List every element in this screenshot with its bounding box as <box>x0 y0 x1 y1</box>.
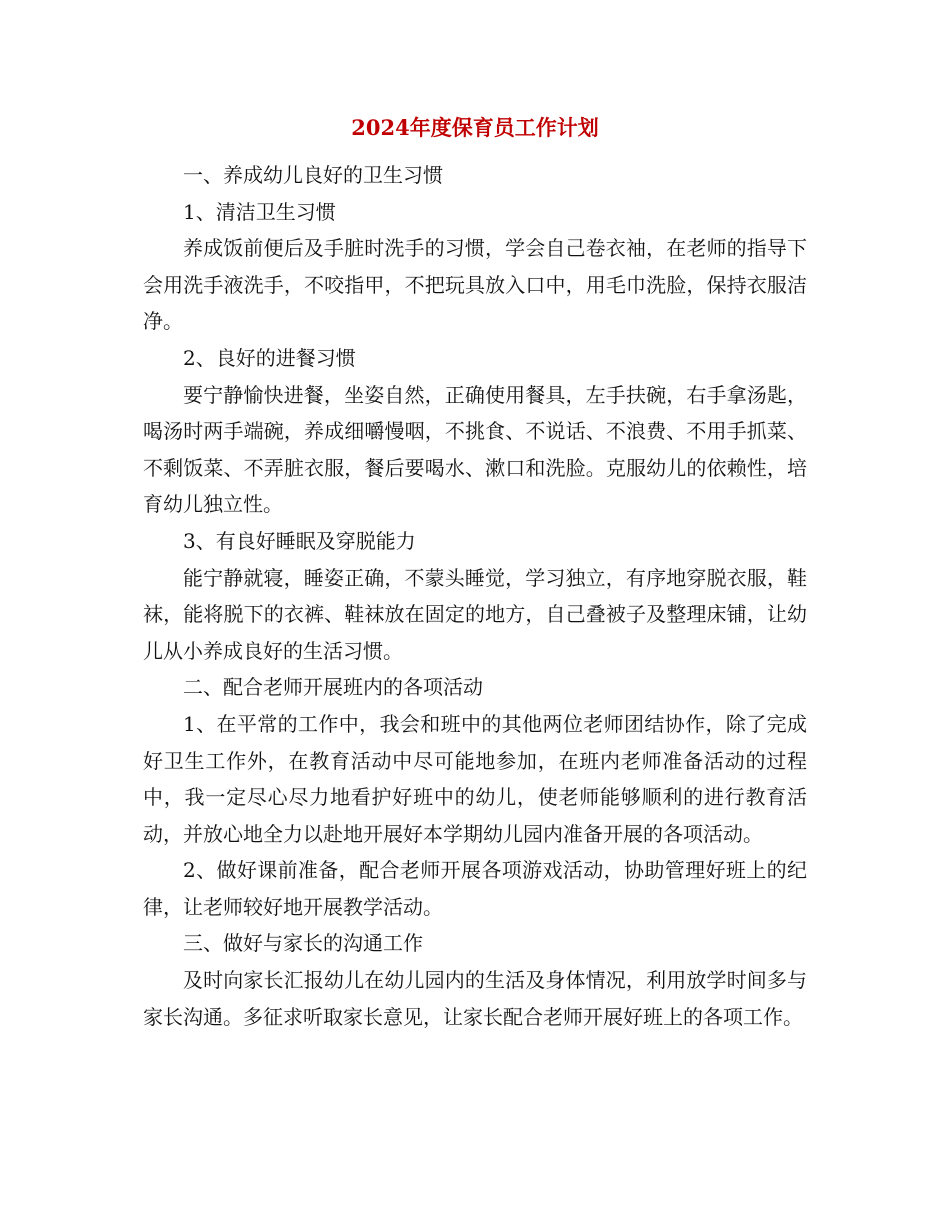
subheading-eating: 2、良好的进餐习惯 <box>183 345 356 370</box>
document-title: 2024年度保育员工作计划 <box>351 115 599 140</box>
paragraph-parents: 及时向家长汇报幼儿在幼儿园内的生活及身体情况，利用放学时间多与家长沟通。多征求听取家长意见，让家长配合老师开展好班上的各项工作。 <box>143 968 807 1029</box>
section-heading-hygiene: 一、养成幼儿良好的卫生习惯 <box>183 163 443 187</box>
paragraph-eating: 要宁静愉快进餐，坐姿自然，正确使用餐具，左手扶碗，右手拿汤匙，喝汤时两手端碗，养成细嚼慢咽，不挑食、不说话、不浪费、不用手抓菜、不剩饭菜、不弄脏衣服，餐后要喝水、漱口和洗脸。克服幼儿的依赖性，培育幼儿独立性。 <box>143 382 807 517</box>
paragraph-preparation: 2、做好课前准备，配合老师开展各项游戏活动，协助管理好班上的纪律，让老师较好地开展教学活动。 <box>143 858 807 919</box>
subheading-sleep-dressing: 3、有良好睡眠及穿脱能力 <box>183 528 416 553</box>
paragraph-sleep-dressing: 能宁静就寝，睡姿正确，不蒙头睡觉，学习独立，有序地穿脱衣服，鞋袜，能将脱下的衣裤、鞋袜放在固定的地方，自己叠被子及整理床铺，让幼儿从小养成良好的生活习惯。 <box>143 565 807 663</box>
document-body <box>143 157 807 1035</box>
paragraph-cleanliness: 养成饭前便后及手脏时洗手的习惯，学会自己卷衣袖，在老师的指导下会用洗手液洗手，不咬指甲，不把玩具放入口中，用毛巾洗脸，保持衣服洁净。 <box>143 236 807 334</box>
paragraph-teamwork: 1、在平常的工作中，我会和班中的其他两位老师团结协作，除了完成好卫生工作外，在教育活动中尽可能地参加，在班内老师准备活动的过程中，我一定尽心尽力地看护好班中的幼儿，使老师能够顺利的进行教育活动，并放心地全力以赴地开展好本学期幼儿园内准备开展的各项活动。 <box>143 711 807 846</box>
subheading-cleanliness: 1、清洁卫生习惯 <box>183 199 336 224</box>
section-heading-activities: 二、配合老师开展班内的各项活动 <box>183 675 483 700</box>
section-heading-parents: 三、做好与家长的沟通工作 <box>183 931 423 956</box>
